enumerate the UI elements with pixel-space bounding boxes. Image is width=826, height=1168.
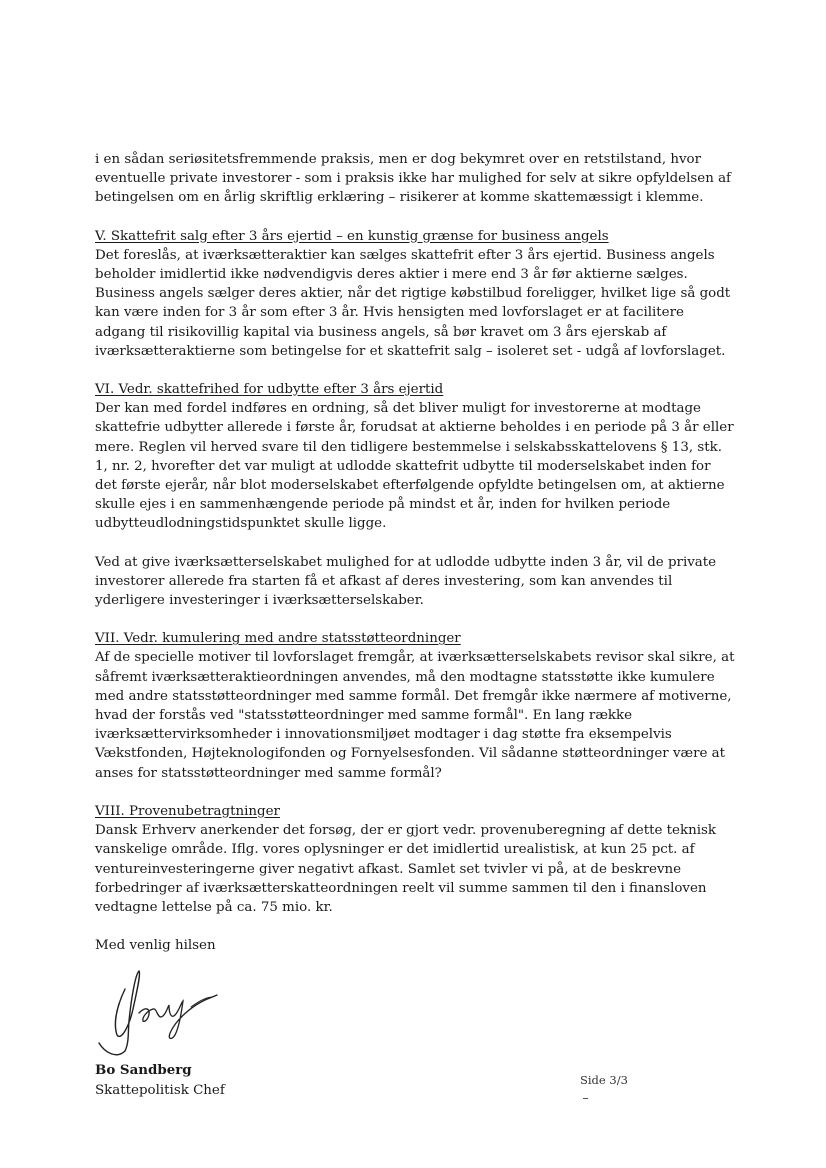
signature-icon bbox=[95, 961, 255, 1061]
section-heading: VI. Vedr. skattefrihed for udbytte efter 3 års ejertid bbox=[95, 382, 444, 398]
closing-salutation: Med venlig hilsen bbox=[95, 938, 216, 954]
page-footer-dash bbox=[583, 1098, 588, 1099]
section-paragraph: Af de specielle motiver til lovforslaget fremgår, at iværksætterselskabets revisor skal sikre, at såfremt iværksætteraktieordningen anvendes, må den modtagne statsstøtte ikke kumulere med andre statsstøtteordninger med samme formål. Det fremgår ikke nærmere af motiverne, hvad der forstås ved "statsstøtteordninger med samme formål". En lang række iværksættervirksomheder i innovationsmiljøet modtager i dag støtte fra eksempelvis Vækstfonden, Højteknologifonden og Fornyelsesfonden. Vil sådanne støtteordninger være at anses for statsstøtteordninger med samme formål? bbox=[95, 650, 735, 781]
section-heading: V. Skattefrit salg efter 3 års ejertid – en kunstig grænse for business angels bbox=[95, 228, 609, 244]
section-tax-free-sale bbox=[95, 227, 735, 361]
signer-title: Skattepolitisk Chef bbox=[95, 1082, 225, 1098]
page-number: Side 3/3 bbox=[580, 1073, 628, 1087]
section-paragraph: Ved at give iværksætterselskabet mulighed for at udlodde udbytte inden 3 år, vil de private investorer allerede fra starten få et afkast af deres investering, som kan anvendes til yderligere investeringer i iværksætterselskaber. bbox=[95, 554, 717, 609]
section-dividend-tax-exemption bbox=[95, 380, 735, 534]
opening-paragraph: i en sådan seriøsitetsfremmende praksis, men er dog bekymret over en retstilstand, hvor eventuelle private investorer - som i praksis ikke har mulighed for selv at sikre opfyldelsen af betingelsen om en årlig skriftlig erklæring – risikerer at komme skattemæssigt i klemme. bbox=[95, 152, 732, 206]
section-heading: VII. Vedr. kumulering med andre statsstøtteordninger bbox=[95, 631, 461, 647]
letter-page bbox=[95, 150, 735, 1100]
section-paragraph: Der kan med fordel indføres en ordning, så det bliver muligt for investorerne at modtage skattefrie udbytter allerede i første år, forudsat at aktierne beholdes i en periode på 3 år eller mere. Reglen vil herved svare til den tidligere bestemmelse i selskabsskattelovens § 13, stk. 1, nr. 2, hvorefter det var muligt at udlodde skattefrit udbytte til moderselskabet inden for det første ejerår, når blot moderselskabet efterfølgende opfyldte betingelsen om, at aktierne skulle ejes i en sammenhængende periode på mindst et år, inden for hvilken periode udbytteudlodningstidspunktet skulle ligge. bbox=[95, 401, 734, 532]
section-state-aid-cumulation bbox=[95, 629, 735, 783]
section-heading: VIII. Provenubetragtninger bbox=[95, 803, 280, 819]
section-paragraph: Det foreslås, at iværksætteraktier kan sælges skattefrit efter 3 års ejertid. Business angels beholder imidlertid ikke nødvendigvis deres aktier i mere end 3 år før aktierne sælges. Business angels sælger deres aktier, når det rigtige købstilbud foreligger, hvilket lige så godt kan være inden for 3 år som efter 3 år. Hvis hensigten med lovforslaget er at facilitere adgang til risikovillig kapital via business angels, så bør kravet om 3 års ejerskab af iværksætteraktierne som betingelse for et skattefrit salg – isoleret set - udgå af lovforslaget. bbox=[95, 247, 731, 359]
section-revenue-considerations bbox=[95, 802, 735, 917]
signer-name: Bo Sandberg bbox=[95, 1062, 192, 1079]
section-paragraph: Dansk Erhverv anerkender det forsøg, der er gjort vedr. provenuberegning af dette teknisk vanskelige område. Iflg. vores oplysninger er det imidlertid urealistisk, at kun 25 pct. af ventureinvesteringerne giver negativt afkast. Samlet set tvivler vi på, at de beskrevne forbedringer af iværksætterskatteordningen reelt vil summe sammen til den i finansloven vedtagne lettelse på ca. 75 mio. kr. bbox=[95, 823, 716, 915]
handwritten-signature bbox=[95, 961, 255, 1061]
